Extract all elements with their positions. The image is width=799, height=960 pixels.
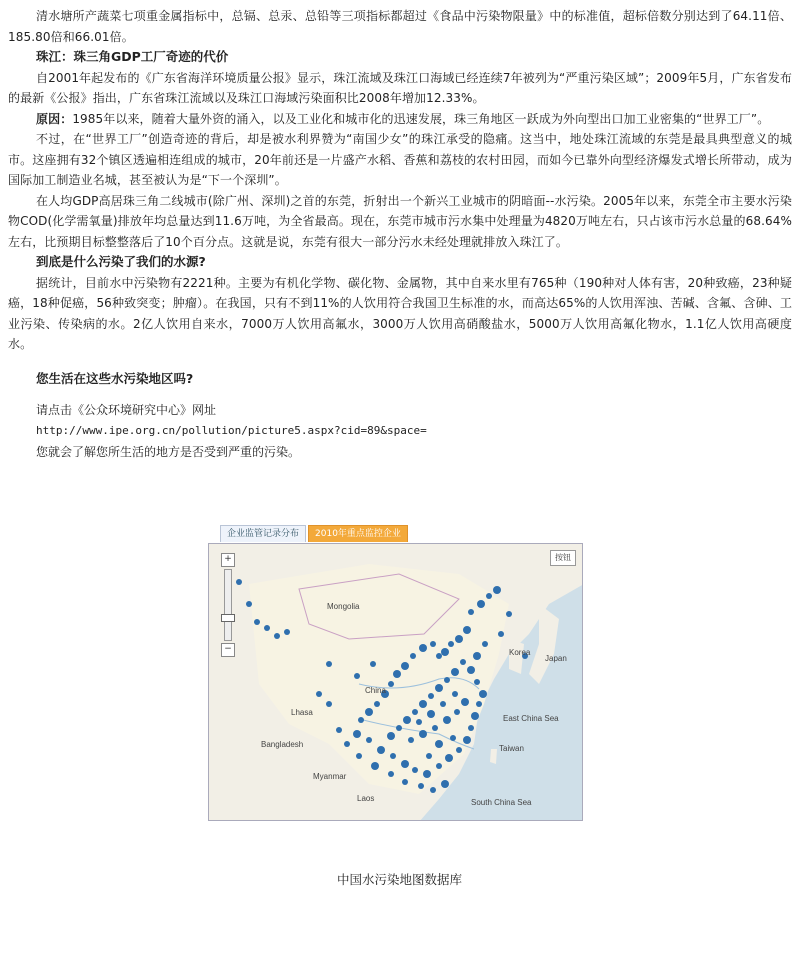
click-instruction: 请点击《公众环境研究中心》网址 <box>36 403 217 417</box>
label-lhasa: Lhasa <box>291 708 313 717</box>
ipe-url-link[interactable]: http://www.ipe.org.cn/pollution/picture5.aspx?cid=89&space= <box>36 424 427 437</box>
label-bangladesh: Bangladesh <box>261 740 304 749</box>
section-heading-live-area: 您生活在这些水污染地区吗? <box>36 370 194 386</box>
section-heading-water-source: 到底是什么污染了我们的水源? <box>36 254 206 269</box>
paragraph-dongguan-pollution: 在人均GDP高居珠三角二线城市(除广州、深圳)之首的东莞，折射出一个新兴工业城市的阴暗面--水污染。2005年以来，东莞全市主要水污染物COD(化学需氧量)排放年均总量达到11.6万吨，为全省最高。现在，东莞市城市污水集中处理量为4820万吨左右，只占该市污水总量的68.64%左右，比预期目标整整落后了10个百分点。这就是说，东莞有很大一部分污水未经处理就排放入珠江了。 <box>8 193 792 249</box>
paragraph-qingshuitang: 清水塘所产蔬菜七项重金属指标中，总镉、总汞、总铅等三项指标都超过《食品中污染物限量》中的标准值，超标倍数分别达到了64.11倍、185.80倍和66.01倍。 <box>8 9 792 44</box>
pollution-map-figure <box>208 525 583 821</box>
zoom-out-button[interactable]: − <box>221 643 235 657</box>
label-china: China <box>365 686 386 695</box>
article-body <box>8 6 792 463</box>
tab-enterprise-records[interactable]: 企业监管记录分布 <box>220 525 306 542</box>
label-korea: Korea <box>509 648 531 657</box>
map-mode-button[interactable]: 按钮 <box>550 550 576 566</box>
label-japan: Japan <box>545 654 567 663</box>
paragraph-statistics: 据统计，目前水中污染物有2221种。主要为有机化学物、碳化物、金属物，其中自来水里有765种（190种对人体有害，20种致癌，23种疑癌，18种促癌，56种致突变；肿瘤）。在我国，只有不到11%的人饮用符合我国卫生标准的水，而高达65%的人饮用浑浊、苦碱、含氟、含砷、工业污染、传染病的水。2亿人饮用自来水，7000万人饮用高氟水，3000万人饮用高硝酸盐水，5000万人饮用高氟化物水，1.1亿人饮用高硬度水。 <box>8 275 792 351</box>
learn-more-text: 您就会了解您所生活的地方是否受到严重的污染。 <box>36 445 301 459</box>
map-zoom-control <box>213 552 243 658</box>
paragraph-dongguan: 不过，在“世界工厂”创造奇迹的背后，却是被水利界赞为“南国少女”的珠江承受的隐痛。这当中，地处珠江流域的东莞是最具典型意义的城市。这座拥有32个镇区透遍相连组成的城市，20年前还是一片盛产水稻、香蕉和荔枝的农村田园，而如今已靠外向型经济爆发式增长所带动，成为国际加工制造业名城，甚至被认为是“下一个深圳”。 <box>8 132 792 187</box>
figure-caption: 中国水污染地图数据库 <box>336 872 462 887</box>
map-tabs <box>220 525 408 543</box>
label-south-china-sea: South China Sea <box>471 798 532 807</box>
map-canvas <box>209 544 583 821</box>
label-mongolia: Mongolia <box>327 602 360 611</box>
pollution-map[interactable] <box>208 543 583 821</box>
label-east-china-sea: East China Sea <box>503 714 559 723</box>
paragraph-guangdong-report: 自2001年起发布的《广东省海洋环境质量公报》显示，珠江流域及珠江口海域已经连续7年被列为“严重污染区域”；2009年5月，广东省发布的最新《公报》指出，广东省珠江流域以及珠江口海域污染面积比2008年增加12.33%。 <box>8 70 792 105</box>
reason-label: 原因： <box>36 111 73 126</box>
paragraph-reason <box>8 109 792 130</box>
reason-text: 1985年以来，随着大量外资的涌入，以及工业化和城市化的迅速发展，珠三角地区一跃成为外向型出口加工业密集的“世界工厂”。 <box>72 111 770 126</box>
zoom-slider-handle[interactable] <box>221 614 235 622</box>
tab-key-monitored-2010[interactable]: 2010年重点监控企业 <box>308 525 408 542</box>
zoom-slider[interactable] <box>224 569 232 641</box>
label-taiwan: Taiwan <box>499 744 524 753</box>
section-heading-pearl-river: 珠江：珠三角GDP工厂奇迹的代价 <box>36 49 229 64</box>
label-laos: Laos <box>357 794 375 803</box>
zoom-in-button[interactable]: + <box>221 553 235 567</box>
label-myanmar: Myanmar <box>313 772 347 781</box>
